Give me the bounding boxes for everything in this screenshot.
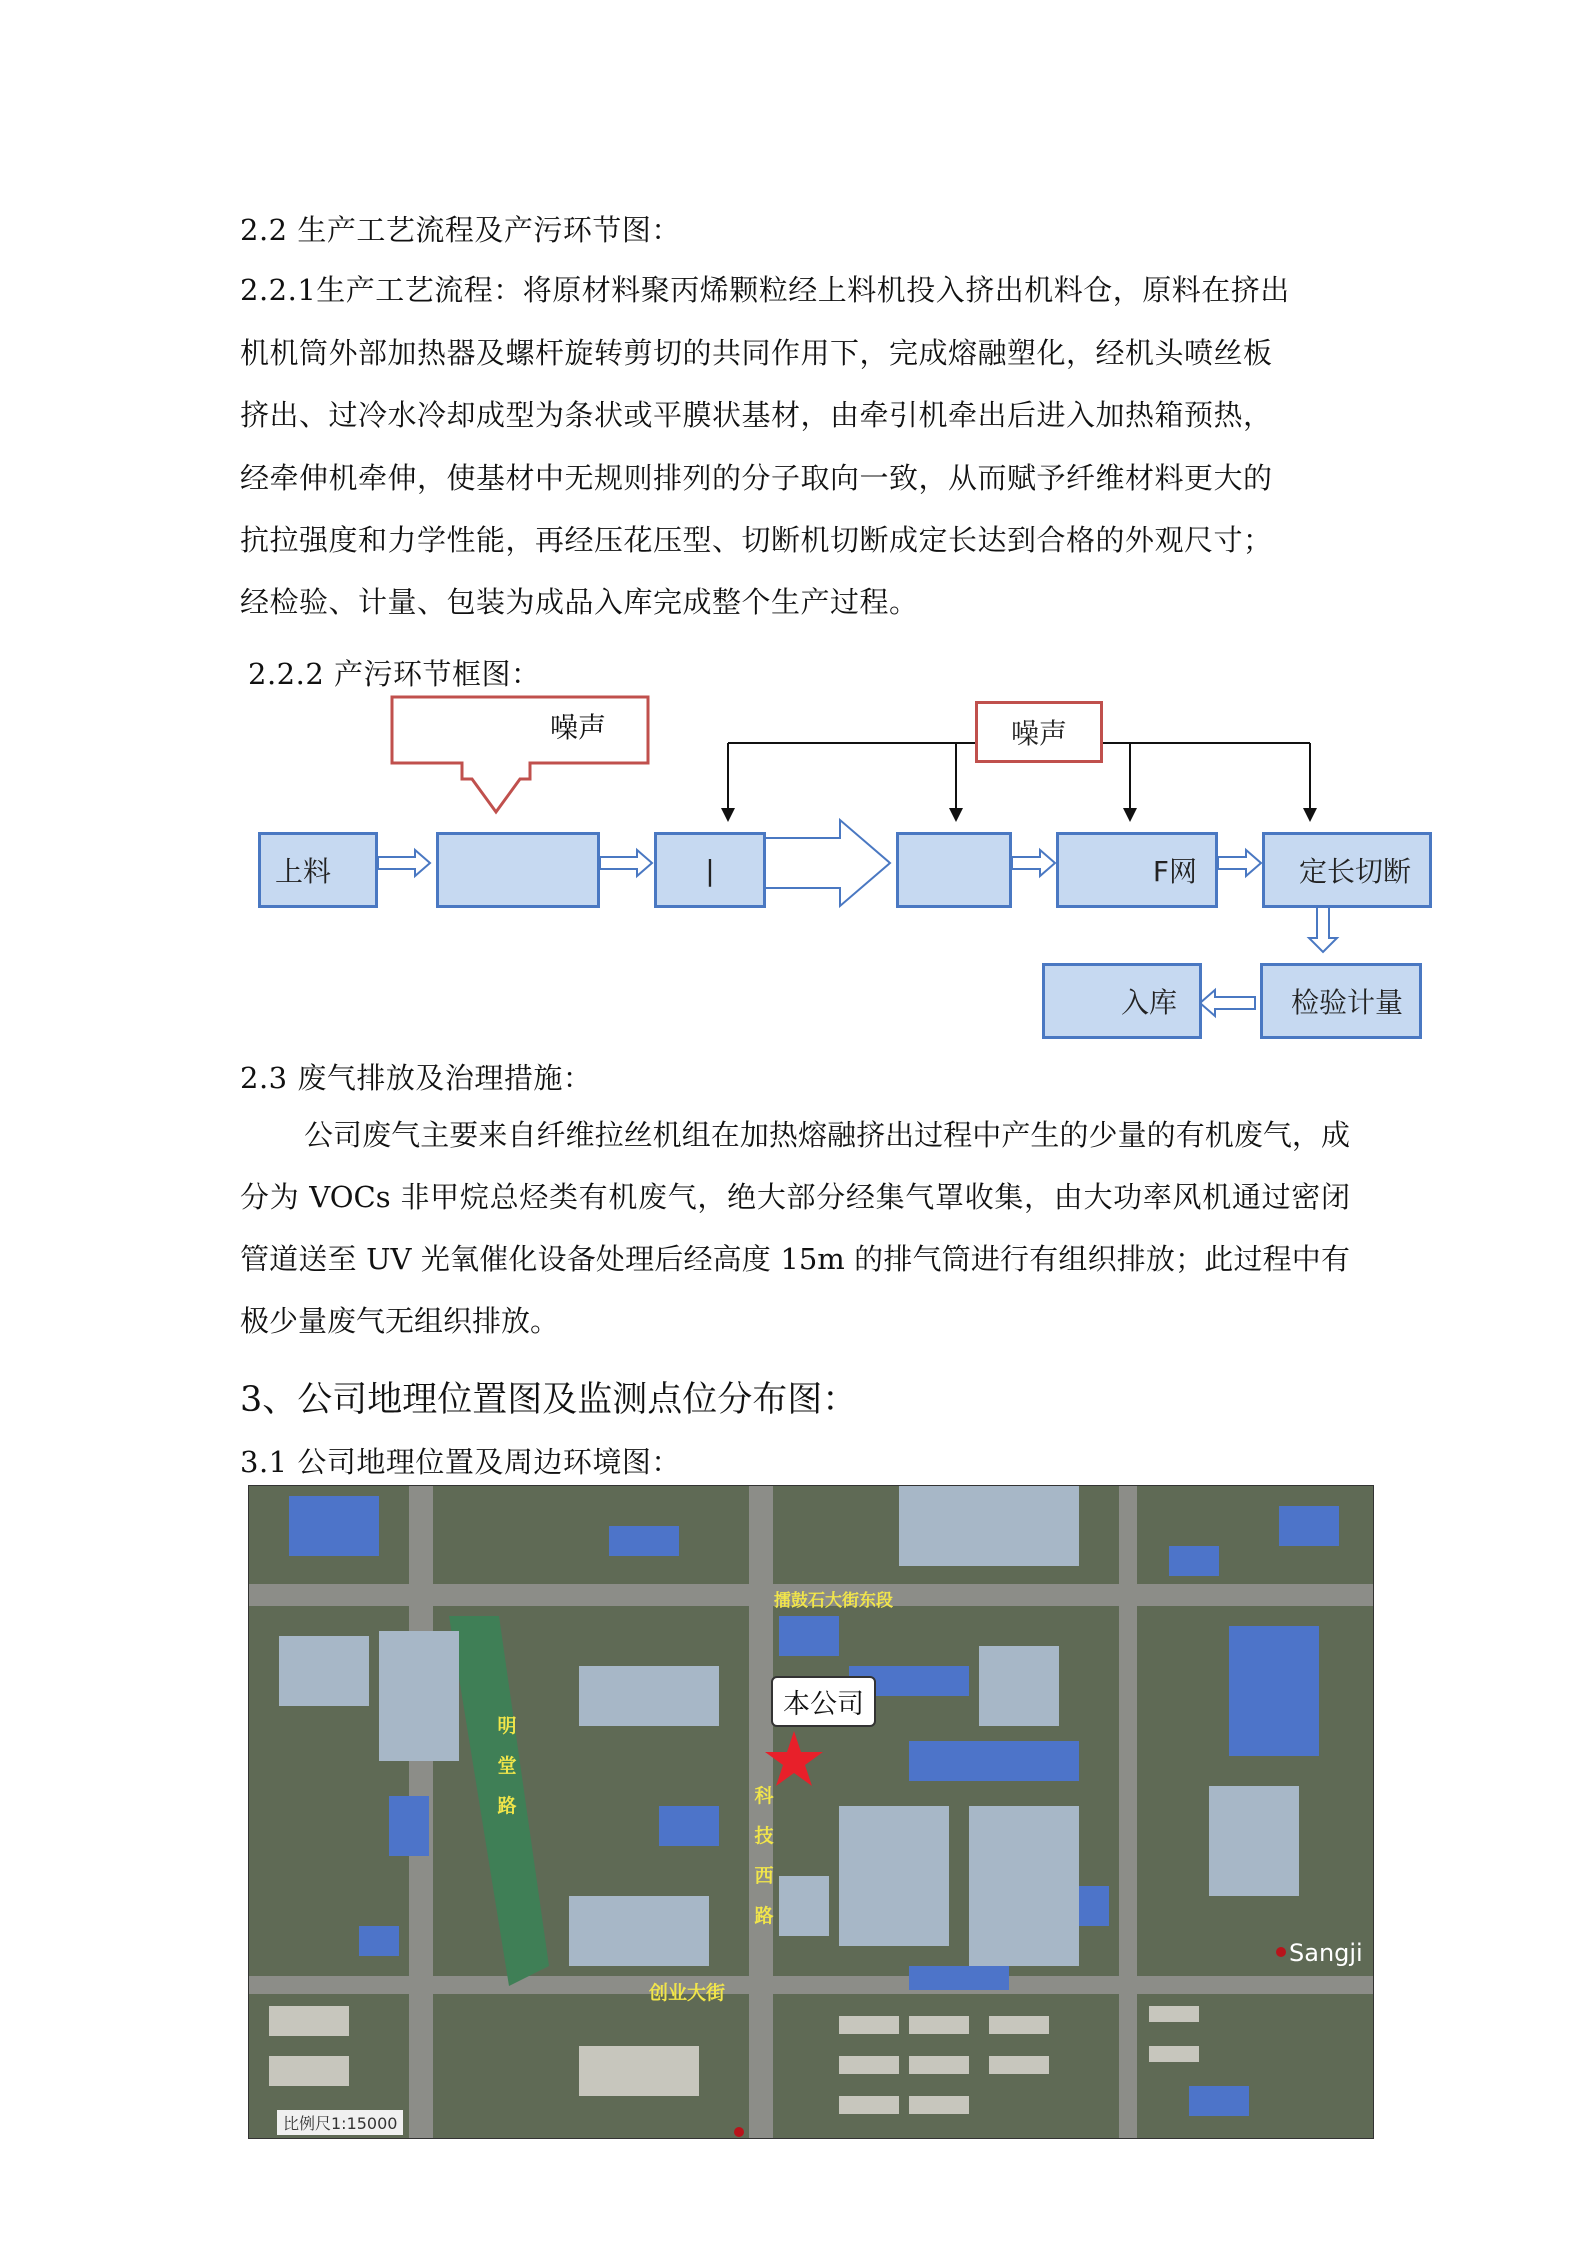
section-3-1-heading: 3.1 公司地理位置及周边环境图： [240, 1445, 681, 1479]
road-label-bottom: 创业大街 [649, 1982, 726, 2004]
noise-label-left: 噪声 [550, 711, 607, 744]
section-2-2-2-heading: 2.2.2 产污环节框图： [248, 657, 541, 691]
process-text-line-5: 抗拉强度和力学性能，再经压花压型、切断机切断成定长达到合格的外观尺寸； [240, 523, 1273, 557]
noise-label-right: 噪声 [975, 701, 1103, 763]
process-text-line-2: 机机筒外部加热器及螺杆旋转剪切的共同作用下，完成熔融塑化，经机头喷丝板 [240, 336, 1273, 370]
process-text-line-3: 挤出、过冷水冷却成型为条状或平膜状基材，由牵引机牵出后进入加热箱预热， [240, 398, 1273, 432]
box-step-4 [896, 832, 1012, 908]
process-text-line-6: 经检验、计量、包装为成品入库完成整个生产过程。 [240, 585, 919, 619]
exhaust-paragraph: 公司废气主要来自纤维拉丝机组在加热熔融挤出过程中产生的少量的有机废气，成分为 VOCs 非甲烷总烃类有机废气，绝大部分经集气罩收集，由大功率风机通过密闭管道送至 UV 光氧催化设备处理后经高度 15m 的排气筒进行有组织排放；此过程中有极少量废气无组织排放。 [240, 1118, 1350, 1338]
place-label-right: Sangji [1289, 1939, 1363, 1967]
box-cut-to-length: 定长切断 [1262, 832, 1432, 908]
box-step-3: | [654, 832, 766, 908]
box-step-5: F网 [1056, 832, 1218, 908]
pollution-flow-diagram [250, 690, 1430, 1050]
noise-callout-left-shape [390, 695, 650, 825]
road-label-left: 明堂路 [497, 1715, 517, 1817]
process-text-line-1: 2.2.1生产工艺流程：将原材料聚丙烯颗粒经上料机投入挤出机料仓，原料在挤出 [240, 273, 1290, 307]
company-location-map [248, 1485, 1374, 2139]
process-text-line-4: 经牵伸机牵伸，使基材中无规则排列的分子取向一致，从而赋予纤维材料更大的 [240, 461, 1273, 495]
section-2-2-heading: 2.2 生产工艺流程及产污环节图： [240, 213, 681, 247]
section-2-3-heading: 2.3 废气排放及治理措施： [240, 1061, 593, 1095]
section-3-heading: 3、公司地理位置图及监测点位分布图： [240, 1380, 858, 1420]
road-label-center: 科技西路 [754, 1785, 774, 1927]
box-inspection: 检验计量 [1260, 963, 1422, 1039]
map-scale: 比例尺1:15000 [277, 2110, 403, 2135]
box-warehouse: 入库 [1042, 963, 1202, 1039]
road-label-top: 擂鼓石大街东段 [774, 1591, 893, 1611]
box-feeding: 上料 [258, 832, 378, 908]
company-callout: 本公司 [771, 1676, 876, 1727]
box-extrusion [436, 832, 600, 908]
map-imagery [249, 1486, 1373, 2138]
